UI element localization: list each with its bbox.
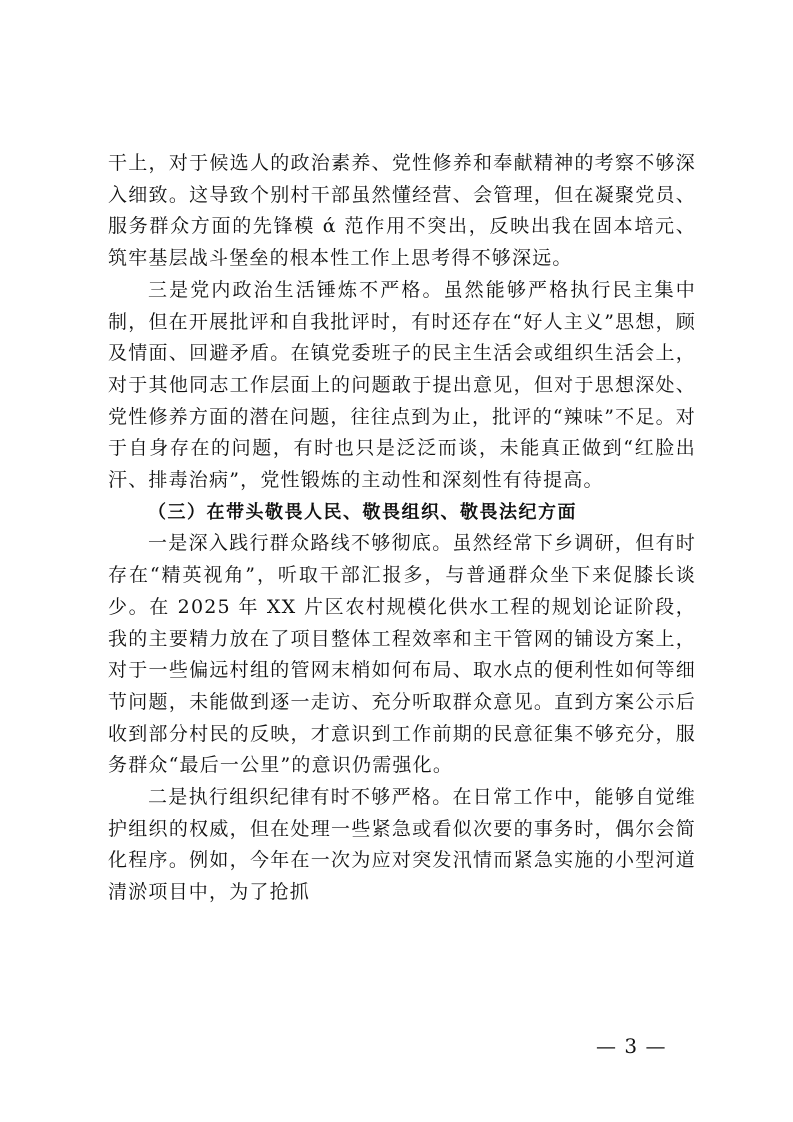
paragraph-continuation: 干上，对于候选人的政治素养、党性修养和奉献精神的考察不够深入细致。这导致个别村干部虽然懂经营、会管理，但在凝聚党员、服务群众方面的先锋模 ά 范作用不突出，反映出我在固本培元、筑牢基层战斗堡垒的根本性工作上思考得不够深远。 (108, 152, 696, 270)
paragraph-party-life: 三是党内政治生活锤炼不严格。虽然能够严格执行民主集中制，但在开展批评和自我批评时，有时还存在“好人主义”思想，顾及情面、回避矛盾。在镇党委班子的民主生活会或组织生活会上，对于其他同志工作层面上的问题敢于提出意见，但对于思想深处、党性修养方面的潜在问题，往往点到为止，批评的“辣味”不足。对于自身存在的问题，有时也只是泛泛而谈，未能真正做到“红脸出汗、排毒治病”，党性锻炼的主动性和深刻性有待提高。 (108, 278, 696, 492)
page-number: — 3 — (596, 1034, 667, 1058)
paragraph-discipline: 二是执行组织纪律有时不够严格。在日常工作中，能够自觉维护组织的权威，但在处理一些紧急或看似次要的事务时，偶尔会简化程序。例如，今年在一次为应对突发汛情而紧急实施的小型河道清淤项目中，为了抢抓 (108, 786, 696, 904)
section-heading: （三）在带头敬畏人民、敬畏组织、敬畏法纪方面 (148, 501, 577, 523)
paragraph-mass-line: 一是深入践行群众路线不够彻底。虽然经常下乡调研，但有时存在“精英视角”，听取干部汇报多，与普通群众坐下来促膝长谈少。在 2025 年 XX 片区农村规模化供水工程的规划论证阶段，我的主要精力放在了项目整体工程效率和主干管网的铺设方案上，对于一些偏远村组的管网末梢如何布局、取水点的便利性如何等细节问题，未能做到逐一走访、充分听取群众意见。直到方案公示后收到部分村民的反映，才意识到工作前期的民意征集不够充分，服务群众“最后一公里”的意识仍需强化。 (108, 532, 696, 777)
document-body (108, 148, 696, 909)
